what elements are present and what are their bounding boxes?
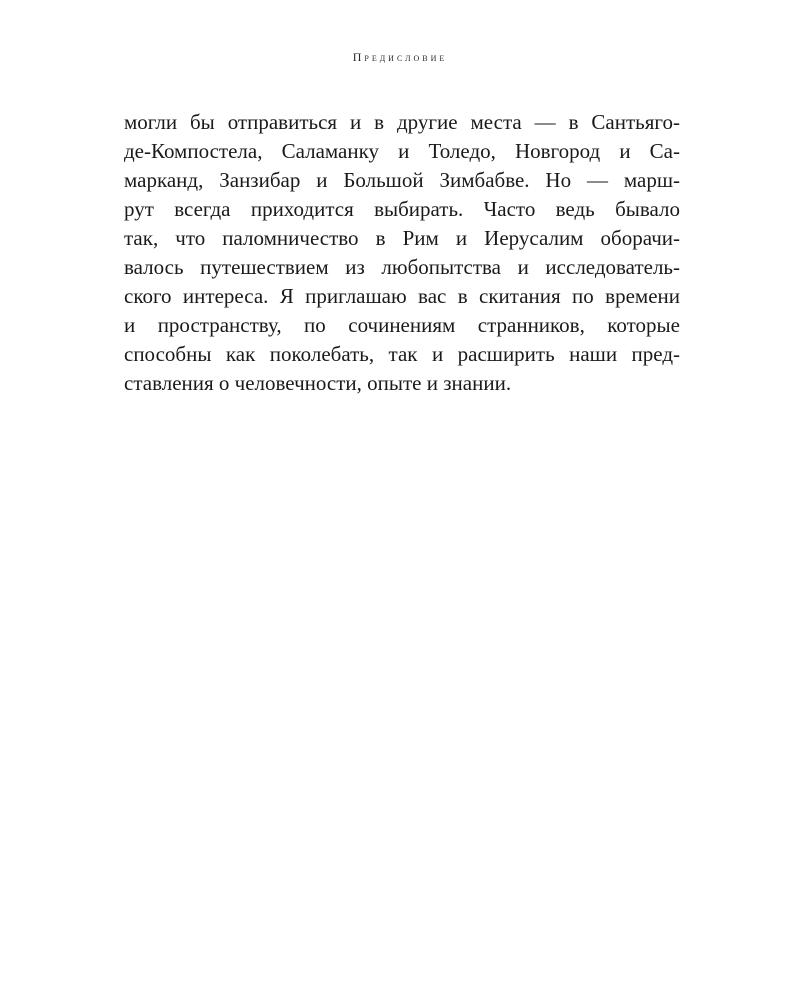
body-paragraph [124,108,680,398]
text-line: ского интереса. Я приглашаю вас в скитания по времени [124,284,680,308]
text-line: могли бы отправиться и в другие места — в Сантьяго- [124,110,680,134]
text-line: марканд, Занзибар и Большой Зимбабве. Но — марш- [124,168,680,192]
text-line: рут всегда приходится выбирать. Часто ведь бывало [124,197,680,221]
text-line: так, что паломничество в Рим и Иерусалим оборачи- [124,226,680,250]
text-line: валось путешествием из любопытства и исследователь- [124,255,680,279]
text-line: и пространству, по сочинениям странников, которые [124,313,680,337]
text-line: способны как поколебать, так и расширить наши пред- [124,342,680,366]
text-line: ставления о человечности, опыте и знании. [124,371,512,395]
running-header: Предисловие [352,50,448,64]
text-line: де-Компостела, Саламанку и Толедо, Новгород и Са- [124,139,680,163]
